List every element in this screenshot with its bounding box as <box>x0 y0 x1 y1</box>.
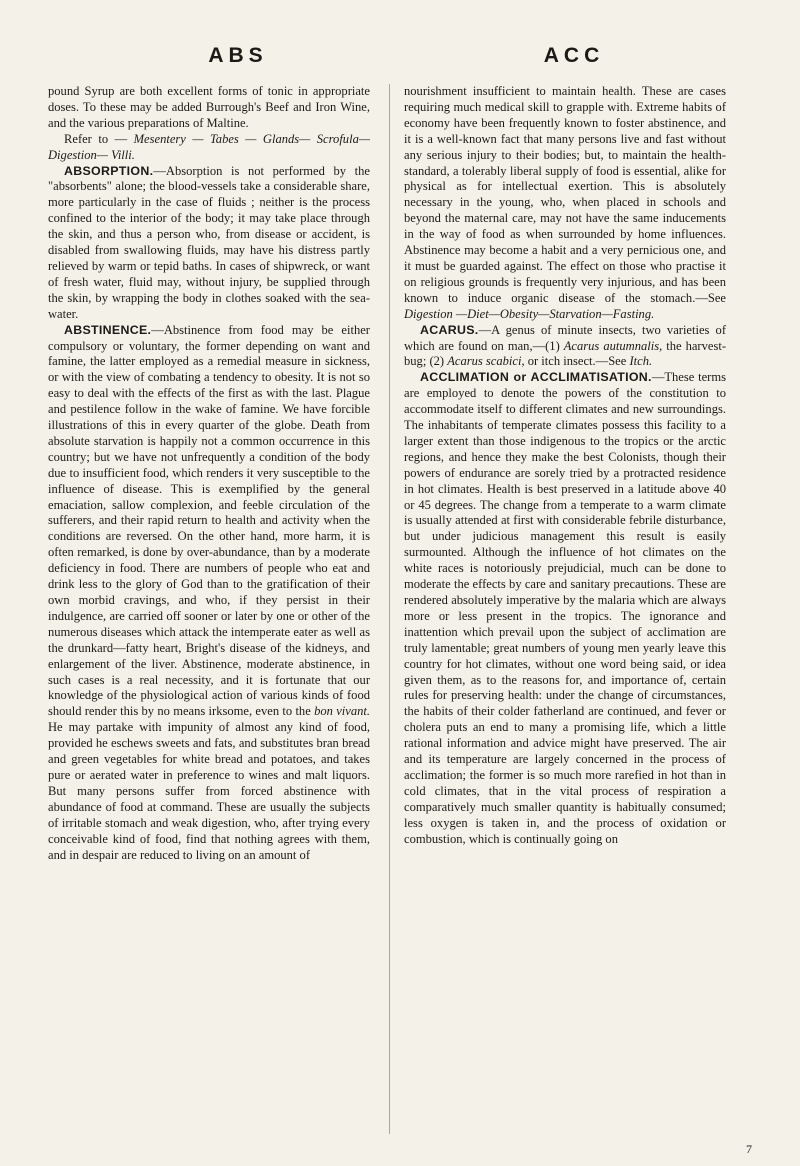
running-head-left: ABS <box>208 44 268 67</box>
entry-italic: Acarus scabici, <box>447 354 525 369</box>
entry-text: nourishment insufficient to maintain health. These are cases requiring much medical skill to grapple with. Extreme habits of economy have been frequently known to foster abstinence, and it is a well-known fact that many persons live and fast without any serious injury to their bodies; but, to maintain the health-standard, a tolerably liberal supply of food is essential, alike for physical as for intellectual exertion. This is absolutely necessary in the young, who, when placed in schools and beyond the maternal care, may not have the same inducements in the way of food as when surrounded by home influences. Abstinence may become a habit and a very pernicious one, and it must be guarded against. The effect on those who practise it on religious grounds is frequently very injurious, and has been known to induce organic disease of the stomach.—See <box>404 84 726 305</box>
headword-absorption: ABSORPTION. <box>64 163 154 178</box>
column-divider <box>389 84 390 1134</box>
headword-acclimation: ACCLIMATION or ACCLIMATISATION. <box>420 370 652 385</box>
left-column <box>48 84 370 863</box>
entry-italic: Itch. <box>629 354 653 369</box>
entry-absorption <box>48 164 370 323</box>
reference-prefix: Refer to — <box>64 131 134 146</box>
entry-text: He may partake with impunity of almost any kind of food, provided he eschews sweets and fats, and substitutes bran bread and green vegetables for white bread and potatoes, and takes pure or aerated water in preference to wines and malt liquors. But many persons suffer from forced abstinence with abundance of food at command. These are usually the subjects of irritable stomach and weak digestion, who, after trying every conceivable kind of food, find that nothing agrees with them, and in despair are reduced to living on an amount of <box>48 720 370 862</box>
reference-line <box>48 132 370 164</box>
headword-acarus: ACARUS. <box>420 322 479 337</box>
page-number: 7 <box>746 1142 752 1156</box>
right-column <box>404 84 726 848</box>
entry-text: the harvest-bug; (2) <box>404 338 726 369</box>
reference-items: Mesentery — Tabes — Glands— Scrofula—Digestion— Villi. <box>48 131 370 162</box>
headword-abstinence: ABSTINENCE. <box>64 322 152 337</box>
entry-text: —These terms are employed to denote the powers of the constitution to accommodate itself to different climates and new surroundings. The inhabitants of temperate climates possess this facility to a larger extent than those indigenous to the tropics or the arctic regions, and hence they make the best Colonists, though their powers of endurance are sorely tried by a protracted residence in hot climates. Health is best preserved in a latitude above 40 or 45 degrees. The change from a temperate to a warm climate is usually attended at first with considerable febrile disturbance, but under judicious management this result is easily surmounted. Although the influence of hot climates on the white races is notoriously prejudicial, much can be done to moderate the effects by care and sanitary precautions. These are rendered absolutely imperative by the malaria which are always more or less present in the tropics. The ignorance and inattention which prevail upon the subject of acclimation are truly lamentable; great numbers of young men yearly leave this country for hot climates, without one word being said, or idea given them, as to the reasons for, and importance of, certain rules for preserving health: under the change of circumstances, the habits of their colder fatherland are continued, and fever or cholera puts an end to many a promising life, which a little rational information and advice might have preserved. The air and its temperature are largely concerned in the process of acclimation; the former is so much more rarefied in hot than in cold climates, that in the vital process of respiration a comparatively much smaller quantity is habitually consumed; less oxygen is taken in, and the process of oxidation or combustion, which is continually going on <box>404 370 726 846</box>
running-head-right: ACC <box>543 44 605 67</box>
reference-items: Digestion —Diet—Obesity—Starvation—Fasting. <box>404 306 655 321</box>
paragraph-continued <box>404 84 726 323</box>
entry-text: —Absorption is not performed by the "absorbents" alone; the blood-vessels take a considerable share, more particularly in the case of fluids ; neither is the process confined to the interior of the body; it may take place through the skin, and thus a person who, from disease or accident, is disabled from swallowing fluids, may have his distress partly relieved by warm or tepid baths. In cases of shipwreck, or want of fresh water, fluid may, without injury, be supplied through the skin, by wrapping the body in clothes soaked with the sea-water. <box>48 163 370 321</box>
entry-italic: bon vivant. <box>314 704 370 719</box>
entry-text: —A genus of minute insects, two varieties of which are found on man,—(1) <box>404 322 726 353</box>
paragraph-tonic: pound Syrup are both excellent forms of tonic in appropriate doses. To these may be added Burrough's Beef and Iron Wine, and the various preparations of Maltine. <box>48 84 370 130</box>
entry-acclimation <box>404 370 726 847</box>
entry-text: —Abstinence from food may be either compulsory or voluntary, the former depending on want and famine, the latter employed as a remedial measure in sickness, or with the view of combating a tendency to obesity. It is not so easy to deal with the effects of the first as with the last. Plague and pestilence follow in the wake of famine. We have forcible illustrations of this in every quarter of the globe. Death from absolute starvation is happily not a common occurrence in this country; but we have not unfrequently a condition of the body due to insufficient food, which renders it very susceptible to the influence of disease. This is exemplified by the general emaciation, sallow complexion, and feeble circulation of the sufferers, and their rapid return to health and activity when the conditions are reversed. On the other hand, more harm, it is often remarked, is done by over-abundance, than by a moderate deficiency in food. There are numbers of people who eat and drink less to the glory of God than to the gratification of their own morbid cravings, and who, if they persist in their indulgence, are carried off sooner or later by one or other of the numerous diseases which attack the intemperate eater as well as the drunkard—fatty heart, Bright's disease of the kidneys, and enlargement of the liver. Abstinence, moderate abstinence, in such cases is a real necessity, and it is fortunate that our knowledge of the physiological action of various kinds of food should render this by no means irksome, even to the <box>48 322 370 719</box>
entry-acarus <box>404 323 726 371</box>
entry-italic: Acarus autumnalis, <box>563 338 663 353</box>
entry-text: or itch insect.—See <box>524 354 630 369</box>
entry-abstinence <box>48 323 370 864</box>
